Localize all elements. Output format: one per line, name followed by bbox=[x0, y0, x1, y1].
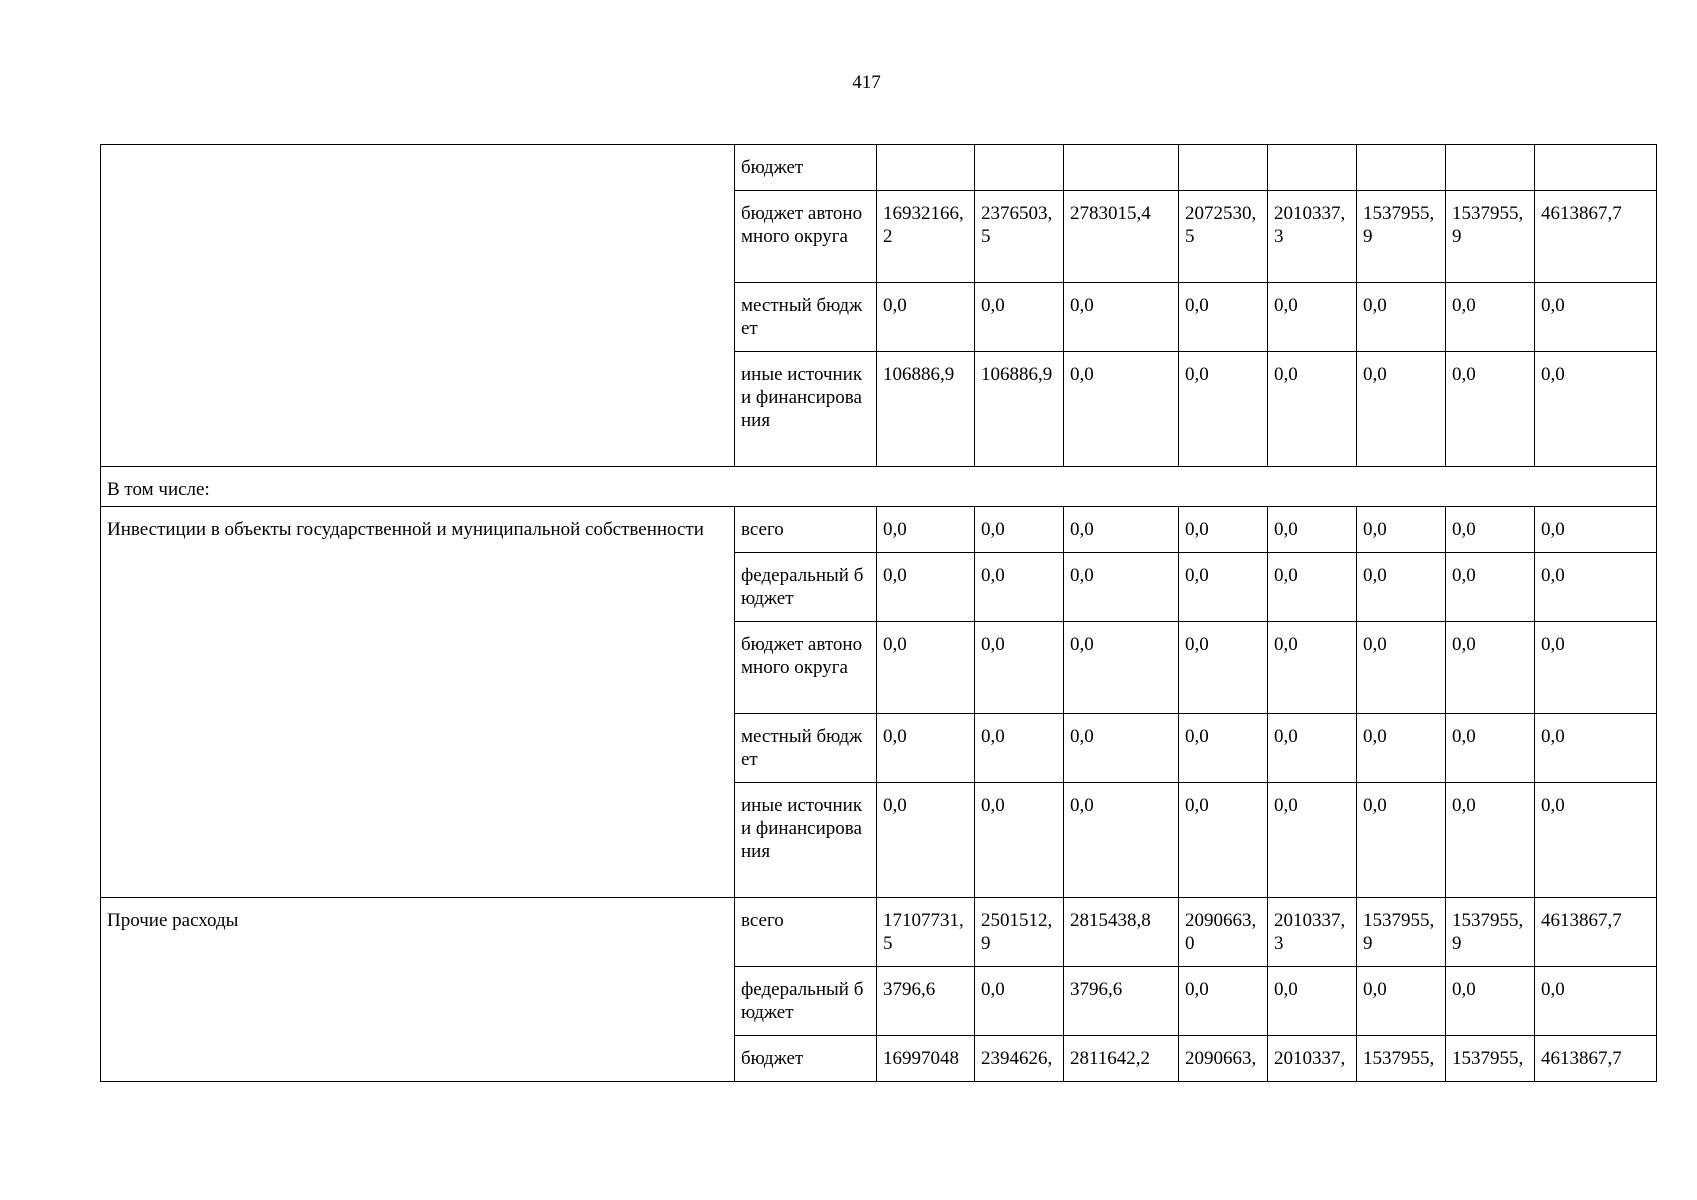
amount-cell: 2811642,2 bbox=[1064, 1036, 1179, 1082]
funding-source: иные источники финансирования bbox=[735, 352, 877, 467]
funding-source: всего bbox=[735, 507, 877, 553]
amount-cell: 0,0 bbox=[1064, 507, 1179, 553]
amount-cell: 0,0 bbox=[975, 283, 1064, 352]
amount-cell: 2376503,5 bbox=[975, 191, 1064, 283]
amount-cell: 0,0 bbox=[1268, 553, 1357, 622]
amount-cell: 0,0 bbox=[1064, 352, 1179, 467]
funding-source: федеральный бюджет bbox=[735, 967, 877, 1036]
program-block bbox=[101, 145, 1657, 467]
amount-cell: 0,0 bbox=[877, 622, 975, 714]
amount-cell: 106886,9 bbox=[975, 352, 1064, 467]
amount-cell: 0,0 bbox=[1357, 622, 1446, 714]
amount-cell: 106886,9 bbox=[877, 352, 975, 467]
amount-cell: 3796,6 bbox=[877, 967, 975, 1036]
amount-cell: 0,0 bbox=[1357, 352, 1446, 467]
amount-cell: 0,0 bbox=[975, 714, 1064, 783]
amount-cell: 0,0 bbox=[1179, 507, 1268, 553]
funding-source: бюджет bbox=[735, 1036, 877, 1082]
amount-cell: 2501512,9 bbox=[975, 898, 1064, 967]
amount-cell: 2090663, bbox=[1179, 1036, 1268, 1082]
amount-cell: 0,0 bbox=[1268, 783, 1357, 898]
amount-cell: 2815438,8 bbox=[1064, 898, 1179, 967]
amount-cell: 1537955,9 bbox=[1446, 191, 1535, 283]
amount-cell: 0,0 bbox=[1535, 783, 1657, 898]
amount-cell: 2394626, bbox=[975, 1036, 1064, 1082]
amount-cell: 0,0 bbox=[975, 553, 1064, 622]
amount-cell: 4613867,7 bbox=[1535, 1036, 1657, 1082]
funding-source: местный бюджет bbox=[735, 283, 877, 352]
amount-cell: 2010337,3 bbox=[1268, 898, 1357, 967]
amount-cell: 2090663,0 bbox=[1179, 898, 1268, 967]
funding-source: местный бюджет bbox=[735, 714, 877, 783]
amount-cell: 1537955,9 bbox=[1357, 898, 1446, 967]
funding-source: иные источники финансирования bbox=[735, 783, 877, 898]
amount-cell: 0,0 bbox=[1535, 553, 1657, 622]
amount-cell: 1537955,9 bbox=[1357, 191, 1446, 283]
amount-cell: 0,0 bbox=[1179, 352, 1268, 467]
amount-cell: 0,0 bbox=[877, 507, 975, 553]
amount-cell bbox=[1535, 145, 1657, 191]
amount-cell: 0,0 bbox=[1179, 783, 1268, 898]
amount-cell: 16932166,2 bbox=[877, 191, 975, 283]
amount-cell: 1537955, bbox=[1446, 1036, 1535, 1082]
amount-cell: 0,0 bbox=[1535, 967, 1657, 1036]
funding-source: бюджет автономного округа bbox=[735, 622, 877, 714]
amount-cell: 0,0 bbox=[1357, 553, 1446, 622]
amount-cell: 0,0 bbox=[1357, 507, 1446, 553]
amount-cell: 1537955,9 bbox=[1446, 898, 1535, 967]
amount-cell: 0,0 bbox=[1535, 622, 1657, 714]
program-name bbox=[101, 145, 735, 467]
amount-cell: 0,0 bbox=[877, 714, 975, 783]
amount-cell: 0,0 bbox=[1535, 283, 1657, 352]
amount-cell bbox=[975, 145, 1064, 191]
amount-cell: 0,0 bbox=[1535, 352, 1657, 467]
funding-source: бюджет bbox=[735, 145, 877, 191]
amount-cell: 0,0 bbox=[1179, 283, 1268, 352]
section-row bbox=[101, 467, 1657, 507]
amount-cell: 0,0 bbox=[975, 783, 1064, 898]
amount-cell: 0,0 bbox=[1064, 622, 1179, 714]
program-name: Инвестиции в объекты государственной и муниципальной собственности bbox=[101, 507, 735, 898]
amount-cell: 0,0 bbox=[1268, 622, 1357, 714]
amount-cell: 0,0 bbox=[1064, 783, 1179, 898]
amount-cell: 0,0 bbox=[1268, 283, 1357, 352]
amount-cell bbox=[1357, 145, 1446, 191]
amount-cell: 0,0 bbox=[1446, 622, 1535, 714]
page-number: 417 bbox=[852, 72, 881, 93]
amount-cell: 0,0 bbox=[1268, 714, 1357, 783]
amount-cell: 0,0 bbox=[1357, 714, 1446, 783]
amount-cell: 0,0 bbox=[1446, 553, 1535, 622]
amount-cell: 0,0 bbox=[975, 967, 1064, 1036]
amount-cell: 0,0 bbox=[1064, 553, 1179, 622]
amount-cell: 0,0 bbox=[1064, 714, 1179, 783]
amount-cell bbox=[1268, 145, 1357, 191]
funding-source: бюджет автономного округа bbox=[735, 191, 877, 283]
amount-cell: 0,0 bbox=[1446, 283, 1535, 352]
budget-row bbox=[101, 898, 1657, 967]
amount-cell: 0,0 bbox=[1357, 283, 1446, 352]
amount-cell: 0,0 bbox=[1535, 714, 1657, 783]
amount-cell: 0,0 bbox=[1535, 507, 1657, 553]
amount-cell: 2010337,3 bbox=[1268, 191, 1357, 283]
amount-cell: 2072530,5 bbox=[1179, 191, 1268, 283]
amount-cell: 0,0 bbox=[1268, 507, 1357, 553]
section-title: В том числе: bbox=[101, 467, 1657, 507]
amount-cell: 16997048 bbox=[877, 1036, 975, 1082]
amount-cell: 0,0 bbox=[877, 553, 975, 622]
budget-table bbox=[100, 144, 1657, 1082]
amount-cell: 0,0 bbox=[1446, 714, 1535, 783]
amount-cell: 0,0 bbox=[1179, 967, 1268, 1036]
amount-cell bbox=[1064, 145, 1179, 191]
amount-cell: 0,0 bbox=[1064, 283, 1179, 352]
funding-source: всего bbox=[735, 898, 877, 967]
amount-cell: 0,0 bbox=[1446, 783, 1535, 898]
amount-cell: 0,0 bbox=[1179, 622, 1268, 714]
amount-cell: 0,0 bbox=[1357, 783, 1446, 898]
amount-cell bbox=[877, 145, 975, 191]
amount-cell: 0,0 bbox=[877, 783, 975, 898]
amount-cell bbox=[1446, 145, 1535, 191]
amount-cell: 0,0 bbox=[877, 283, 975, 352]
amount-cell: 0,0 bbox=[1446, 507, 1535, 553]
amount-cell: 17107731,5 bbox=[877, 898, 975, 967]
amount-cell: 0,0 bbox=[1268, 352, 1357, 467]
amount-cell: 4613867,7 bbox=[1535, 898, 1657, 967]
amount-cell bbox=[1179, 145, 1268, 191]
amount-cell: 0,0 bbox=[1446, 967, 1535, 1036]
amount-cell: 2010337, bbox=[1268, 1036, 1357, 1082]
investments-block bbox=[101, 507, 1657, 898]
funding-source: федеральный бюджет bbox=[735, 553, 877, 622]
amount-cell: 0,0 bbox=[1179, 553, 1268, 622]
amount-cell: 0,0 bbox=[1446, 352, 1535, 467]
amount-cell: 1537955, bbox=[1357, 1036, 1446, 1082]
amount-cell: 4613867,7 bbox=[1535, 191, 1657, 283]
program-name: Прочие расходы bbox=[101, 898, 735, 1082]
amount-cell: 3796,6 bbox=[1064, 967, 1179, 1036]
other-expenses-block bbox=[101, 898, 1657, 1082]
amount-cell: 0,0 bbox=[975, 507, 1064, 553]
budget-row bbox=[101, 507, 1657, 553]
amount-cell: 0,0 bbox=[1268, 967, 1357, 1036]
section-header bbox=[101, 467, 1657, 507]
amount-cell: 0,0 bbox=[1357, 967, 1446, 1036]
amount-cell: 2783015,4 bbox=[1064, 191, 1179, 283]
budget-row bbox=[101, 145, 1657, 191]
amount-cell: 0,0 bbox=[1179, 714, 1268, 783]
amount-cell: 0,0 bbox=[975, 622, 1064, 714]
